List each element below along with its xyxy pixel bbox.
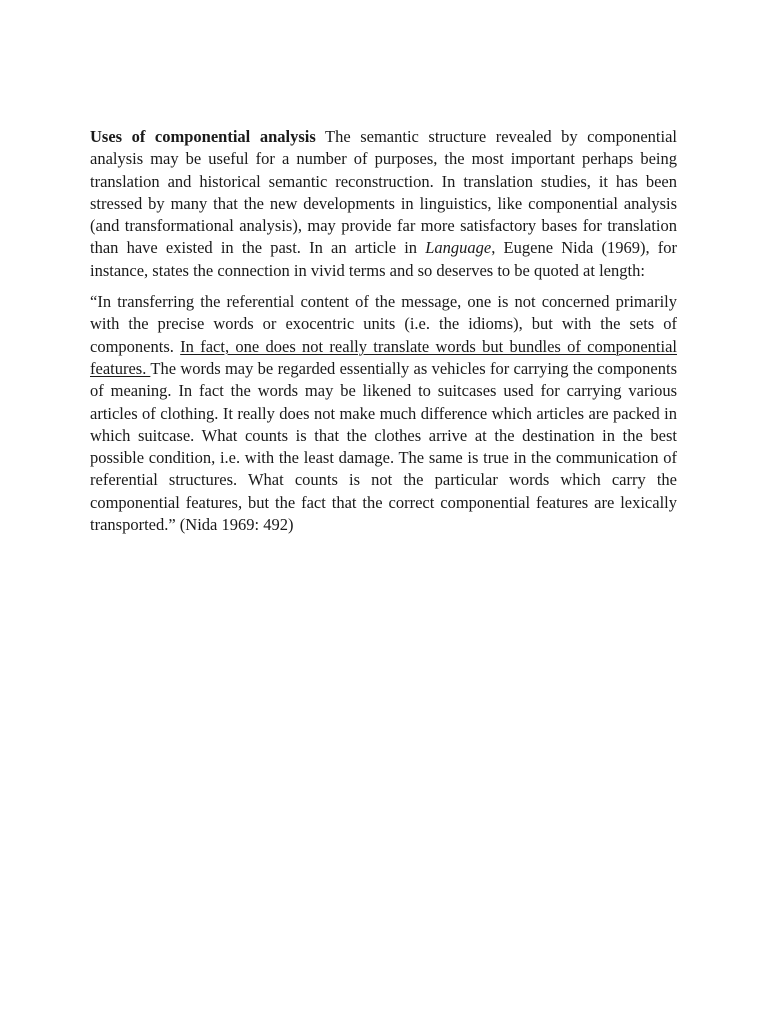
document-body <box>90 126 677 545</box>
paragraph-intro-text: The semantic structure revealed by componential analysis may be useful for a number of purposes, the most important perhaps being translation and historical semantic reconstruction. In translation studies, it has been stressed by many that the new developments in linguistics, like componential analysis (and transformational analysis), may provide far more satisfactory bases for translation than have existed in the past. In an article in <box>90 127 677 258</box>
paragraph-intro <box>90 126 677 282</box>
quote-text-end: The words may be regarded essentially as vehicles for carrying the components of meaning. In fact the words may be likened to suitcases used for carrying various articles of clothing. It really does not make much difference which articles are packed in which suitcase. What counts is that the clothes arrive at the destination in the best possible condition, i.e. with the least damage. The same is true in the communication of referential structures. What counts is not the particular words which carry the componential features, but the fact that the correct componential features are lexically transported.” (Nida 1969: 492) <box>90 358 678 535</box>
paragraph-intro-text-end: , Eugene Nida (1969), for instance, states the connection in vivid terms and so deserves to be quoted at length: <box>90 238 678 280</box>
quote-text-start: “In transferring the referential content of the message, one is not concerned primarily with the precise words or exocentric units (i.e. the idioms), but with the sets of components. <box>90 292 677 356</box>
section-heading: Uses of componential analysis <box>90 127 316 146</box>
quote-underlined-text: In fact, one does not really translate words but bundles of componential features. <box>90 336 677 378</box>
paragraph-quote <box>90 291 677 536</box>
journal-title: Language <box>425 238 492 258</box>
